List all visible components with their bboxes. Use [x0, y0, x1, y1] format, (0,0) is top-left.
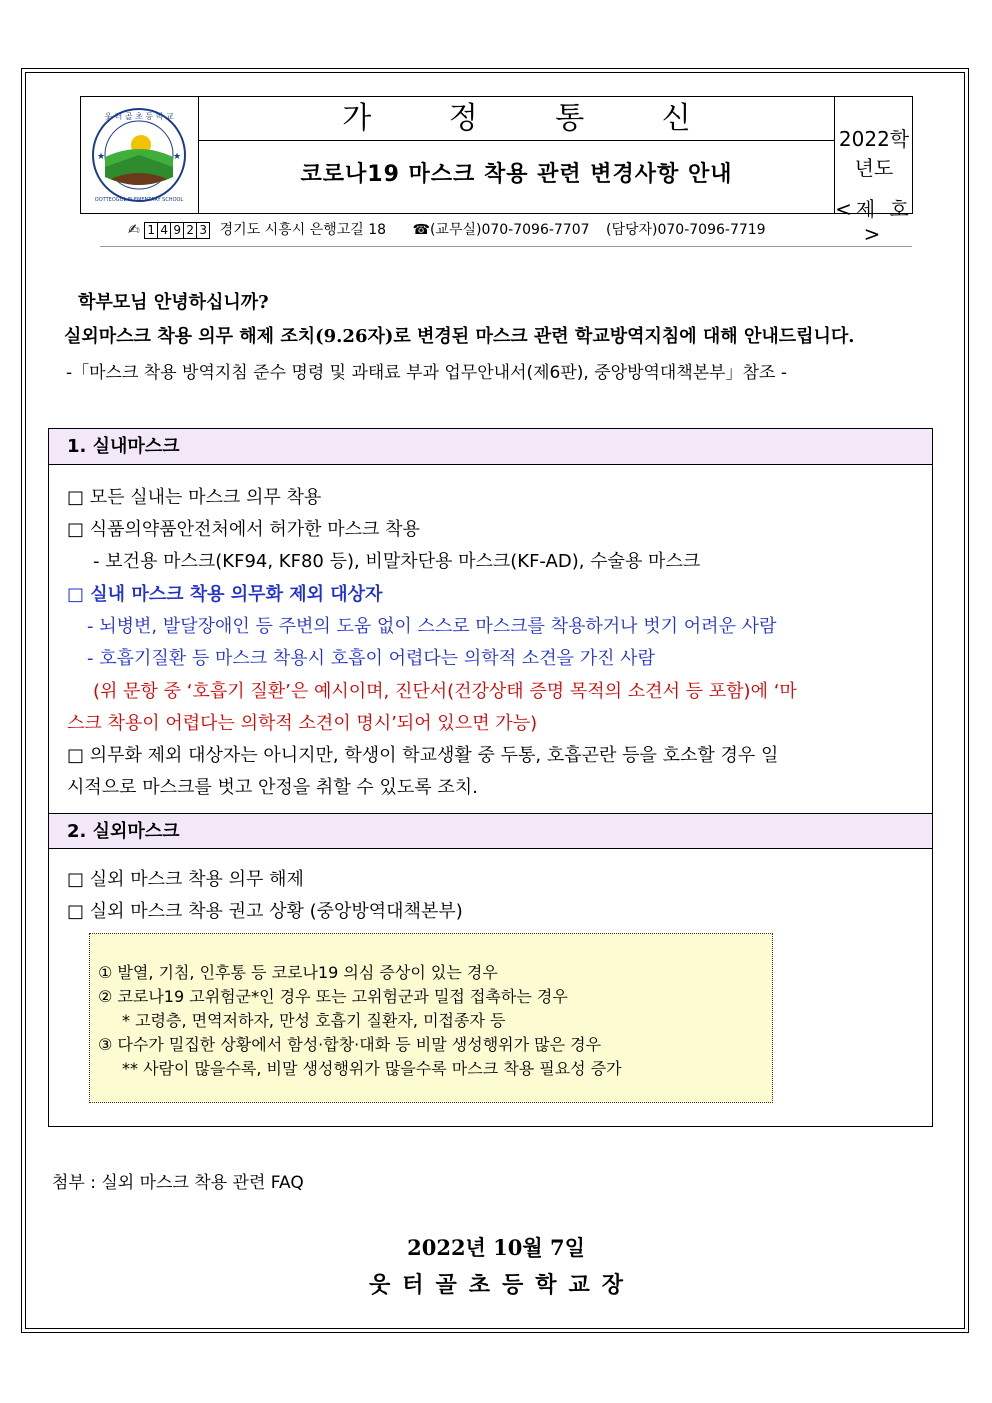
section2-item: □ 실외 마스크 착용 권고 상황 (중앙방역대책본부)	[67, 901, 463, 922]
school-year: 2022학년도	[838, 127, 910, 180]
school-logo-cell	[81, 97, 199, 213]
section1-heading: 1. 실내마스크	[49, 429, 932, 465]
svg-text:★: ★	[97, 152, 106, 162]
street-address: 경기도 시흥시 은행고길 18	[219, 222, 387, 238]
signature: 웃터골초등학교장	[368, 1273, 636, 1298]
intro-main: 실외마스크 착용 의무 해제 조치(9.26자)로 변경된 마스크 관련 학교방역지침에 대해 안내드립니다.	[64, 326, 855, 347]
guideline-box	[48, 428, 933, 1127]
phone-office: (교무실)070-7096-7707	[429, 222, 590, 238]
year-cell	[835, 97, 913, 246]
recommendation-item: ② 코로나19 고위험군*인 경우 또는 고위험군과 밀접 접촉하는 경우	[98, 987, 568, 1006]
zip-digit: 1	[144, 222, 158, 239]
recommendation-note: * 고령층, 면역저하자, 만성 호흡기 질환자, 미접종자 등	[122, 1011, 506, 1030]
zip-digit: 2	[183, 222, 197, 239]
school-logo-icon	[81, 97, 197, 213]
address-divider	[100, 246, 912, 247]
svg-text:웃 터 골 초 등 학 교: 웃 터 골 초 등 학 교	[104, 112, 174, 121]
section1-exempt-item: - 뇌병변, 발달장애인 등 주변의 도움 없이 스스로 마스크를 착용하거나 벗기 어려운 사람	[87, 616, 777, 637]
phone-icon: ☎	[412, 222, 430, 238]
page-subtitle: 코로나19 마스크 착용 관련 변경사항 안내	[300, 162, 733, 187]
recommendation-item: ③ 다수가 밀집한 상황에서 함성·합창·대화 등 비말 생성행위가 많은 경우	[98, 1035, 602, 1054]
issue-date: 2022년 10월 7일	[407, 1235, 585, 1260]
zip-digit: 3	[196, 222, 210, 239]
phone-staff: (담당자)070-7096-7719	[606, 222, 766, 238]
section1-exempt-heading: □ 실내 마스크 착용 의무화 제외 대상자	[67, 584, 383, 605]
section1-subitem: - 보건용 마스크(KF94, KF80 등), 비말차단용 마스크(KF-AD), 수술용 마스크	[93, 551, 701, 572]
section1-item: □ 의무화 제외 대상자는 아니지만, 학생이 학교생활 중 두통, 호흡곤란 등을 호소할 경우 일	[67, 745, 779, 766]
address-line	[128, 219, 766, 239]
recommendation-box	[89, 933, 773, 1103]
attachment-note: 첨부 : 실외 마스크 착용 관련 FAQ	[52, 1173, 304, 1193]
section2-heading: 2. 실외마스크	[49, 813, 932, 849]
section2-item: □ 실외 마스크 착용 의무 해제	[67, 869, 304, 890]
title-cell	[199, 97, 835, 213]
recommendation-item: ① 발열, 기침, 인후통 등 코로나19 의심 증상이 있는 경우	[98, 963, 498, 982]
section1-note: 스크 착용이 어렵다는 의학적 소견이 명시’되어 있으면 가능)	[67, 713, 538, 734]
mail-icon: ✍	[128, 222, 140, 238]
zip-digit: 4	[157, 222, 171, 239]
svg-text:★: ★	[173, 152, 182, 162]
section1-item: □ 식품의약품안전처에서 허가한 마스크 착용	[67, 519, 420, 540]
section1-note: (위 문항 중 ‘호흡기 질환’은 예시이며, 진단서(건강상태 증명 목적의 소견서 등 포함)에 ‘마	[93, 681, 797, 702]
zip-digit: 9	[170, 222, 184, 239]
greeting: 학부모님 안녕하십니까?	[78, 292, 269, 313]
section1-item: 시적으로 마스크를 벗고 안정을 취할 수 있도록 조치.	[67, 777, 478, 798]
recommendation-note: ** 사람이 많을수록, 비말 생성행위가 많을수록 마스크 착용 필요성 증가	[122, 1059, 622, 1078]
section1-exempt-item: - 호흡기질환 등 마스크 착용시 호흡이 어렵다는 의학적 소견을 가진 사람	[87, 648, 655, 669]
section1-item: □ 모든 실내는 마스크 의무 착용	[67, 487, 322, 508]
intro-reference: -「마스크 착용 방역지침 준수 명령 및 과태료 부과 업무안내서(제6판), 중앙방역대책본부」참조 -	[66, 363, 787, 383]
issue-number: <제 호>	[835, 197, 913, 246]
page-title: 가 정 통 신	[199, 97, 834, 141]
svg-text:OOTTEOGOL ELEMENTARY SCHOOL: OOTTEOGOL ELEMENTARY SCHOOL	[94, 197, 184, 203]
